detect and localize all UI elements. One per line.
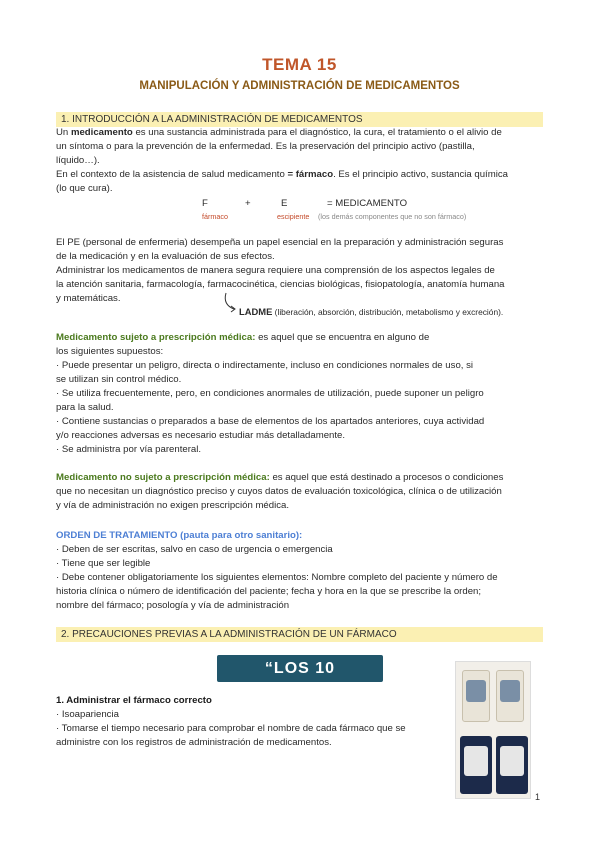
list-item: · Deben de ser escritas, salvo en caso de urgencia o emergencia [56,544,333,555]
prescripcion-block: Medicamento sujeto a prescripción médica: es aquel que se encuentra en alguno de los siguientes supuestos: · Puede presentar un peligro, directa o indirectamente, incluso en condiciones normales de uso, si se utilizan sin control médico. · Se utiliza frecuentemente, pero, en condiciones anormales de utilización, puede suponer un peligro para la salud. · Contiene sustancias o preparados a base de elementos de los apartados anteriores, cuya actividad y/o reacciones adversas es necesario estudiar más detalladamente. · Se administra por vía parenteral. [56,331,546,457]
orden-block: ORDEN DE TRATAMIENTO (pauta para otro sanitario): · Deben de ser escritas, salvo en caso de urgencia o emergencia · Tiene que ser legible · Debe contener obligatoriamente los siguientes elementos: Nombre completo del paciente y número de historia clínica o número de identificación del paciente; fecha y hora en la que se prescribe la orden; nombre del fármaco; posología y vía de administración [56,529,546,613]
list-item: · Contiene sustancias o preparados a base de elementos de los apartados anteriores, cuya actividad [56,416,485,427]
los-10-correctos-banner: “LOS 10 CORRECTOS” [217,655,383,682]
list-item: historia clínica o número de identificación del paciente; fecha y hora en la que se prescribe la orden; [56,586,482,597]
no-prescripcion-block: Medicamento no sujeto a prescripción médica: es aquel que está destinado a procesos o condiciones que no necesitan un diagnóstico preciso y cuyos datos de evaluación toxicológica, clínica o de utilización y vía de administración no exigen prescripción médica. [56,472,504,511]
section-heading-1: 1. INTRODUCCIÓN A LA ADMINISTRACIÓN DE MEDICAMENTOS [56,112,543,127]
formula-e: E [281,198,288,209]
ladme-line: LADME (liberación, absorción, distribución, metabolismo y excreción). [239,306,504,317]
list-item: se utilizan sin control médico. [56,374,182,385]
page-title: TEMA 15 [262,55,337,74]
list-item: y/o reacciones adversas es necesario estudiar más detalladamente. [56,430,346,441]
formula-result: = MEDICAMENTO [327,198,408,209]
list-item: para la salud. [56,402,114,413]
page-subtitle: MANIPULACIÓN Y ADMINISTRACIÓN DE MEDICAMENTOS [139,80,460,92]
list-item: · Puede presentar un peligro, directa o indirectamente, incluso en condiciones normales de uso, si [56,360,474,371]
formula-excipiente-note: (los demás componentes que no son fármaco) [318,212,467,221]
list-item: · Se utiliza frecuentemente, pero, en condiciones anormales de utilización, puede suponer un peligro [56,388,484,399]
list-item: nombre del fármaco; posología y vía de administración [56,600,290,611]
formula-excipiente-label: escipiente [277,212,310,221]
list-item: · Debe contener obligatoriamente los siguientes elementos: Nombre completo del paciente y número de [56,572,498,583]
correcto-1-block: 1. Administrar el fármaco correcto · Isoapariencia · Tomarse el tiempo necesario para comprobar el nombre de cada fármaco que se administre con los registros de administración de medicamentos. [56,694,446,750]
page-number: 1 [535,792,541,802]
list-item: · Isoapariencia [56,709,119,720]
paragraph-medicamento: Un medicamento es una sustancia administrada para el diagnóstico, la cura, el tratamiento o el alivio de un síntoma o para la prevención de la enfermedad. Es la preservación del principio activo (pastilla, líquido…). En el contexto de la asistencia de salud medicamento = fármaco. Es el principio activo, sustancia química (lo que cura). [56,127,508,194]
formula-f: F [202,198,208,209]
curved-arrow-icon [222,292,240,314]
list-item: · Tomarse el tiempo necesario para comprobar el nombre de cada fármaco que se [56,723,406,734]
section-heading-2: 2. PRECAUCIONES PREVIAS A LA ADMINISTRACIÓN DE UN FÁRMACO [56,627,543,642]
list-item: · Tiene que ser legible [56,558,151,569]
medicine-vials-photo [455,661,531,799]
list-item: administre con los registros de administración de medicamentos. [56,737,332,748]
paragraph-pe: El PE (personal de enfermeria) desempeña un papel esencial en la preparación y administración seguras de la medicación y en la evaluación de sus efectos. Administrar los medicamentos de manera segura requiere una comprensión de los aspectos legales de la atención sanitaria, farmacología, farmacocinética, ciencias biológicas, fisiopatología, anatomía humana y matemáticas. [56,237,505,304]
formula-farmaco-label: fármaco [202,212,228,221]
formula-plus: + [245,198,251,209]
list-item: · Se administra por vía parenteral. [56,444,202,455]
